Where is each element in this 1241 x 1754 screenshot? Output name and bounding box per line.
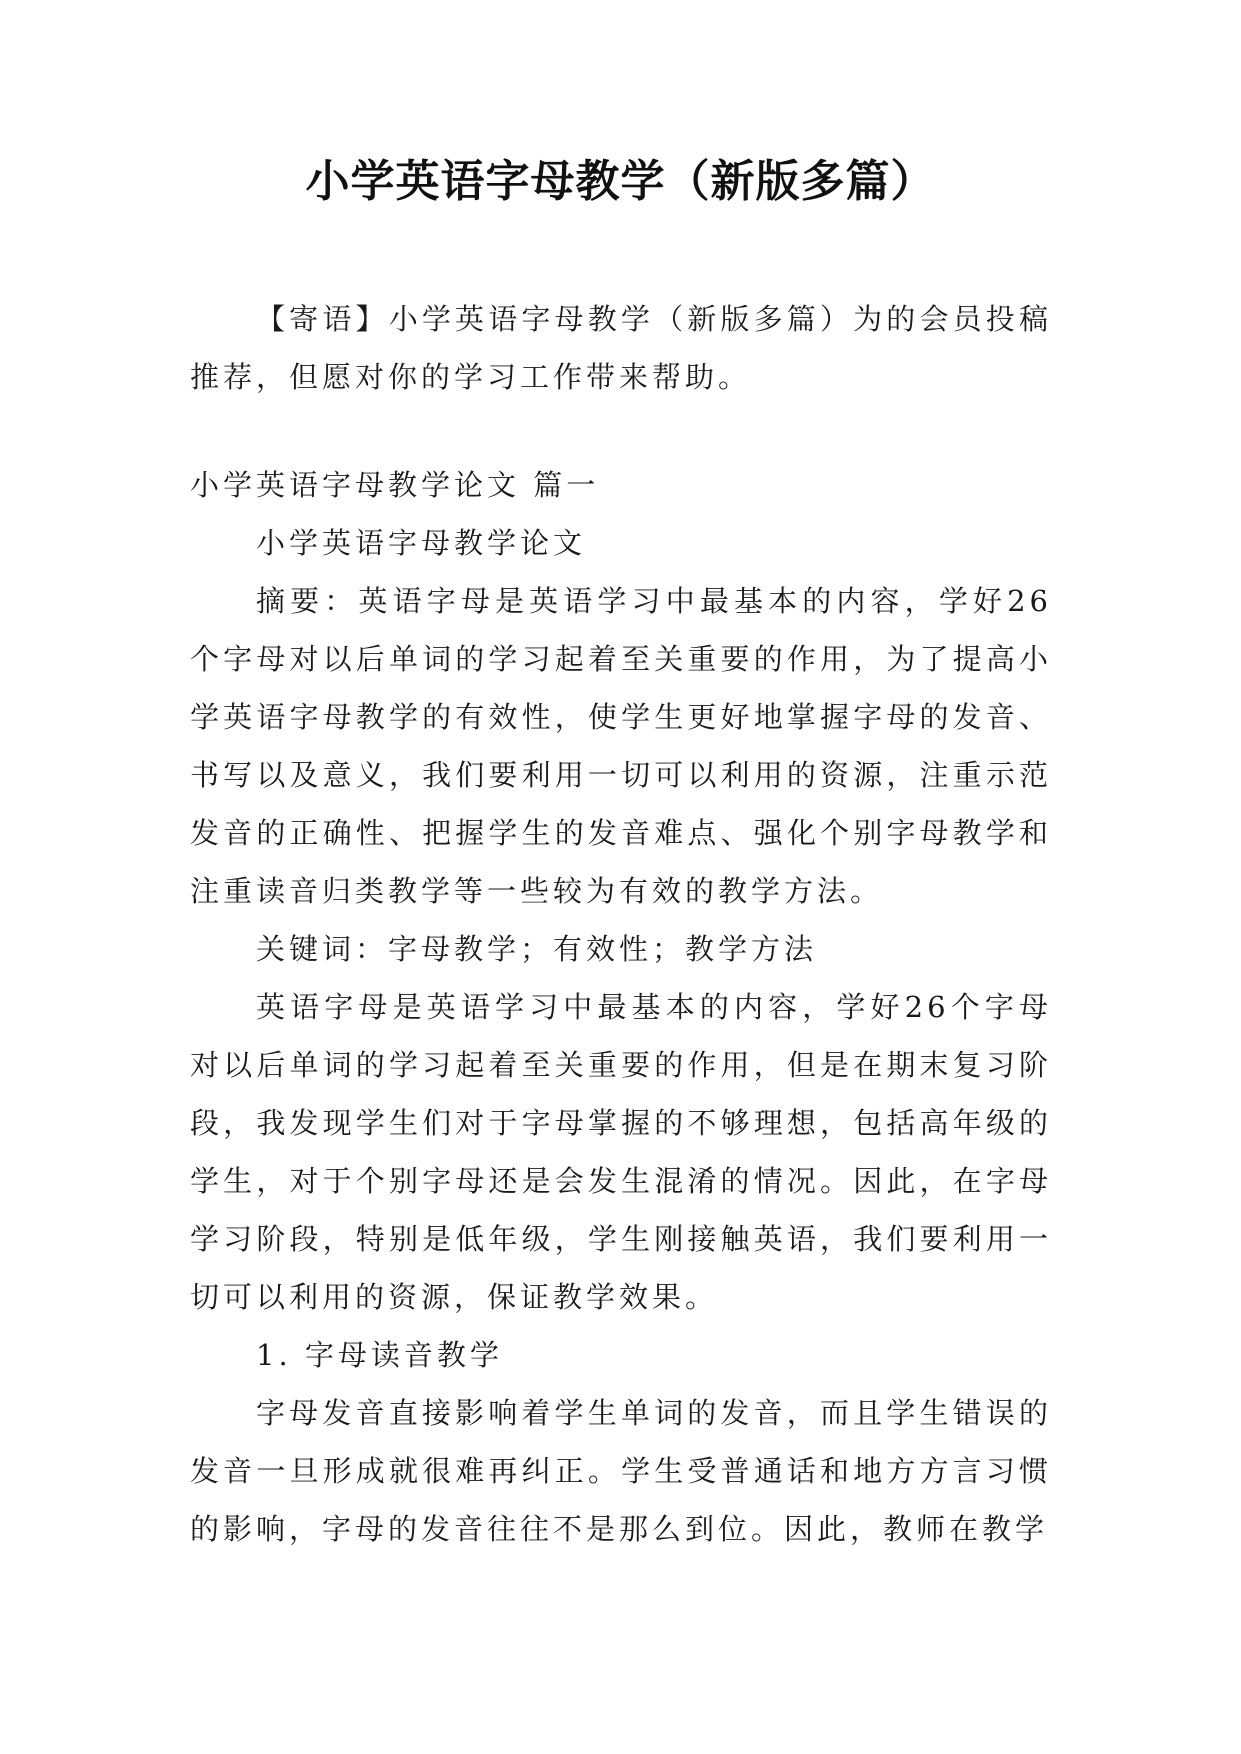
pronunciation-paragraph: 字母发音直接影响着学生单词的发音，而且学生错误的发音一旦形成就很难再纠正。学生受普通话和地方方言习惯的影响，字母的发音往往不是那么到位。因此，教师在教学 bbox=[190, 1396, 1052, 1546]
subheading-letter-pronunciation: 1. 字母读音教学 bbox=[256, 1338, 503, 1372]
document-title: 小学英语字母教学（新版多篇） bbox=[305, 156, 936, 207]
keywords-line: 关键词：字母教学；有效性；教学方法 bbox=[256, 932, 818, 966]
section-heading: 小学英语字母教学论文 篇一 bbox=[190, 468, 600, 502]
intro-paragraph: 【寄语】小学英语字母教学（新版多篇）为的会员投稿推荐，但愿对你的学习工作带来帮助。 bbox=[190, 302, 1052, 394]
document-body bbox=[190, 290, 1052, 1558]
paper-title: 小学英语字母教学论文 bbox=[256, 526, 587, 560]
body-paragraph: 英语字母是英语学习中最基本的内容，学好26个字母对以后单词的学习起着至关重要的作用，但是在期末复习阶段，我发现学生们对于字母掌握的不够理想，包括高年级的学生，对于个别字母还是会发生混淆的情况。因此，在字母学习阶段，特别是低年级，学生刚接触英语，我们要利用一切可以利用的资源，保证教学效果。 bbox=[190, 990, 1052, 1314]
abstract-paragraph: 摘要：英语字母是英语学习中最基本的内容，学好26个字母对以后单词的学习起着至关重要的作用，为了提高小学英语字母教学的有效性，使学生更好地掌握字母的发音、书写以及意义，我们要利用一切可以利用的资源，注重示范发音的正确性、把握学生的发音难点、强化个别字母教学和注重读音归类教学等一些较为有效的教学方法。 bbox=[190, 584, 1052, 908]
